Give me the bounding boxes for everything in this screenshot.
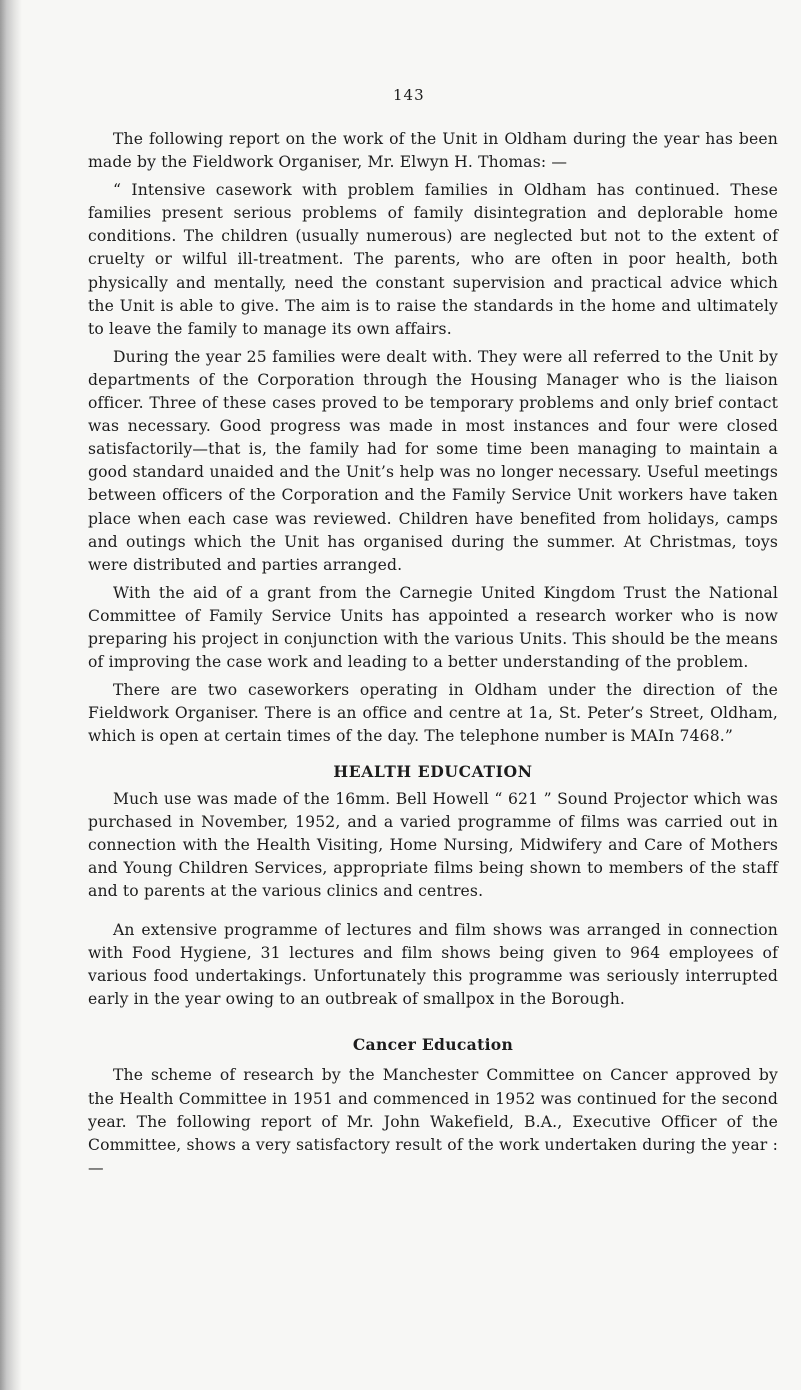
page-number: 143 (393, 86, 425, 104)
page-binding-shadow (0, 0, 22, 1390)
health-education-paragraph-2: An extensive programme of lectures and film shows was arranged in connection with Food Hygiene, 31 lectures and film shows being given to 964 employees of various food undertakings. Unfortunately this programme was seriously interrupted early in the year owing to an outbreak of smallpox in the Borough. (88, 921, 778, 1009)
report-paragraph-1: “ Intensive casework with problem families in Oldham has continued. These families present serious problems of family disintegration and deplorable home conditions. The children (usually numerous) are neglected but not to the extent of cruelty or wilful ill-treatment. The parents, who are often in poor health, both physically and mentally, need the constant supervision and practical advice which the Unit is able to give. The aim is to raise the standards in the home and ultimately to leave the family to manage its own affairs. (88, 181, 778, 338)
report-paragraph-2: During the year 25 families were dealt with. They were all referred to the Unit by departments of the Corporation through the Housing Manager who is the liaison officer. Three of these cases proved to be temporary problems and only brief contact was necessary. Good progress was made in most instances and four were closed satisfactorily—that is, the family had for some time been managing to maintain a good standard unaided and the Unit’s help was no longer necessary. Useful meetings between officers of the Corporation and the Family Service Unit workers have taken place when each case was reviewed. Children have benefited from holidays, camps and outings which the Unit has organised during the summer. At Christmas, toys were distributed and parties arranged. (88, 347, 778, 574)
report-intro-paragraph: The following report on the work of the Unit in Oldham during the year has been made by the Fieldwork Organiser, Mr. Elwyn H. Thomas: — (88, 130, 778, 172)
health-education-heading: HEALTH EDUCATION (333, 762, 533, 782)
cancer-education-paragraph-1: The scheme of research by the Manchester Committee on Cancer approved by the Health Committee in 1951 and commenced in 1952 was continued for the second year. The following report of Mr. John Wakefield, B.A., Executive Officer of the Committee, shows a very satisfactory result of the work undertaken during the year : — (88, 1066, 778, 1177)
cancer-education-heading: Cancer Education (352, 1035, 514, 1055)
body-text (88, 128, 778, 1185)
report-paragraph-4: There are two caseworkers operating in Oldham under the direction of the Fieldwork Organiser. There is an office and centre at 1a, St. Peter’s Street, Oldham, which is open at certain times of the day. The telephone number is MAIn 7468.” (88, 681, 778, 746)
report-paragraph-3: With the aid of a grant from the Carnegie United Kingdom Trust the National Committee of Family Service Units has appointed a research worker who is now preparing his project in conjunction with the various Units. This should be the means of improving the case work and leading to a better understanding of the problem. (88, 583, 778, 672)
health-education-paragraph-1: Much use was made of the 16mm. Bell Howell “ 621 ” Sound Projector which was purchased in November, 1952, and a varied programme of films was carried out in connection with the Health Visiting, Home Nursing, Midwifery and Care of Mothers and Young Children Services, appropriate films being shown to members of the staff and to parents at the various clinics and centres. (88, 789, 778, 900)
